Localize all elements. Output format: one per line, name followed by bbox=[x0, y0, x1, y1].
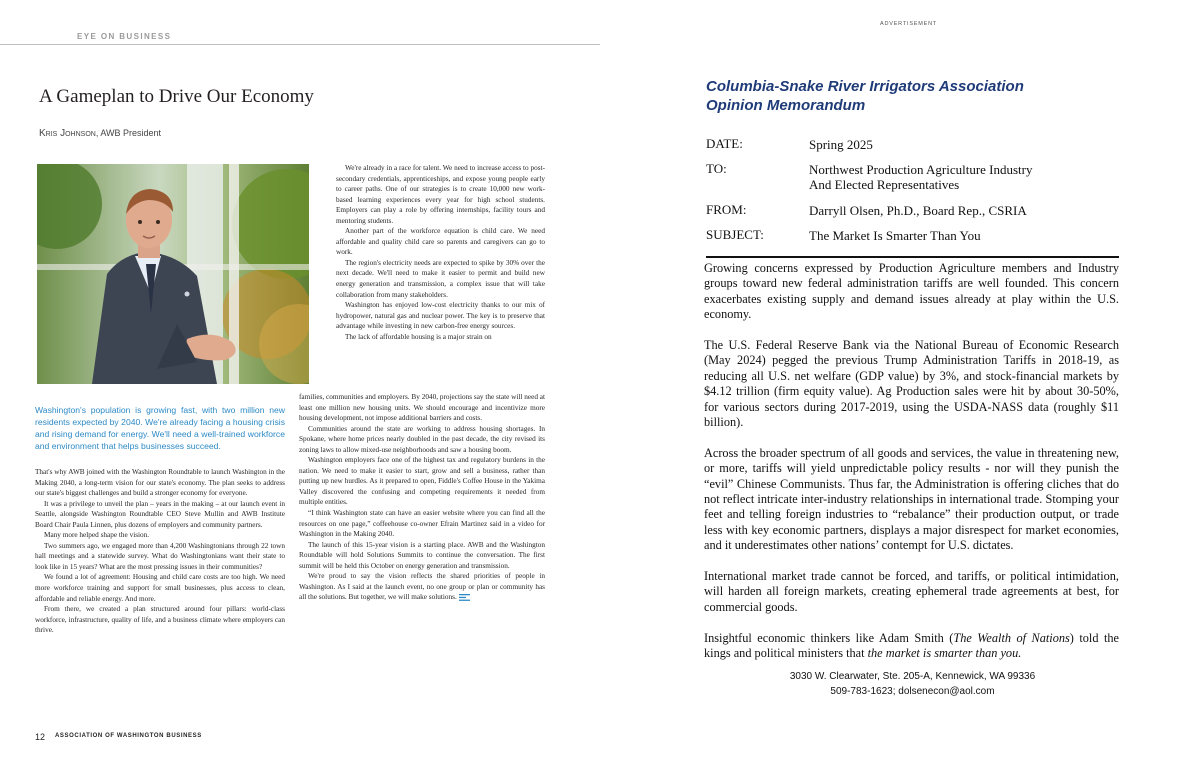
paragraph: The region's electricity needs are expected to spike by 30% over the next decade. We'll need to make it easier to permit and build new energy generation and transmission, a complex issue that will take collaboration from many stakeholders. bbox=[336, 258, 545, 299]
article-column-2-bottom bbox=[299, 392, 545, 603]
article-column-1 bbox=[35, 467, 285, 636]
memo-body bbox=[704, 261, 1119, 677]
paragraph: From there, we created a plan structured around four pillars: world-class workforce, infrastructure, quality of life, and a business climate where employers can thrive. bbox=[35, 605, 285, 635]
paragraph-final bbox=[299, 571, 545, 603]
book-title: The Wealth of Nations bbox=[953, 630, 1070, 645]
paragraph: We're already in a race for talent. We need to increase access to post-secondary credentials, apprenticeships, and expose young people early to career paths. One of our strategies is to create 10,000 new work-based learning experiences every year for high school students. Employers can play a role by offering internships, facility tours and mentoring students. bbox=[336, 164, 545, 225]
closing-emphasis: the market is smarter than you. bbox=[867, 646, 1022, 661]
advertisement-label: ADVERTISEMENT bbox=[880, 21, 938, 27]
paragraph: Two summers ago, we engaged more than 4,200 Washingtonians through 22 town hall meetings and a statewide survey. What do Washingtonians want their state to look like in 15 years? What are the most pressing issues in their communities? bbox=[35, 541, 285, 571]
byline bbox=[39, 128, 161, 139]
contact-phone-email: 509-783-1623; dolsenecon@aol.com bbox=[830, 686, 995, 697]
author-photo-illustration bbox=[37, 164, 309, 384]
paragraph: Communities around the state are working to address housing shortages. In Spokane, where home prices nearly doubled in the past decade, the city revised its zoning laws to allow mixed-use neighborhoods and saw a housing boom. bbox=[299, 424, 545, 454]
memo-from-value: Darryll Olsen, Ph.D., Board Rep., CSRIA bbox=[809, 203, 1027, 218]
closing-text: ) told the kings and political ministers that bbox=[704, 630, 1119, 661]
paragraph: Many more helped shape the vision. bbox=[44, 531, 150, 540]
paragraph: It was a privilege to unveil the plan – years in the making – at our launch event in Seattle, alongside Washington Roundtable CEO Steve Mullin and AWB Institute Board Chair Paula Linnen, plus dozens of employers and community partners. bbox=[35, 499, 285, 529]
memo-subject-label: SUBJECT: bbox=[706, 227, 764, 242]
end-mark-icon bbox=[459, 594, 470, 601]
paragraph: Washington employers face one of the highest tax and regulatory burdens in the nation. We need to make it easier to start, grow and sell a business, rather than putting up new hurdles. As it prepared to open, Fiddle's Coffee House in the Yakima Valley discovered the confusing and competing requirements it needed from multiple entities. bbox=[299, 456, 545, 507]
memo-to-label: TO: bbox=[706, 161, 727, 176]
memo-to-line: Northwest Production Agriculture Industry bbox=[809, 162, 1033, 177]
memo-date-label: DATE: bbox=[706, 136, 743, 151]
memo-date-value: Spring 2025 bbox=[809, 137, 873, 152]
closing-text: Insightful economic thinkers like Adam Smith ( bbox=[704, 630, 954, 645]
paragraph: The launch of this 15-year vision is a starting place. AWB and the Washington Roundtable will hold Solutions Summits to continue the conversation. The first summit will be held this October on energy generation and transmission. bbox=[299, 540, 545, 570]
memo-to-value bbox=[809, 162, 1033, 192]
paragraph: families, communities and employers. By 2040, projections say the state will need at least one million new housing units. We should encourage and incentivize more housing development, not impose additional barriers and costs. bbox=[299, 393, 545, 423]
memo-closing-paragraph bbox=[704, 631, 1119, 662]
memo-from-label: FROM: bbox=[706, 202, 747, 217]
article-column-2-top bbox=[336, 163, 545, 342]
organization-name: Columbia-Snake River Irrigators Association bbox=[706, 78, 1024, 95]
section-label: EYE ON BUSINESS bbox=[77, 32, 172, 41]
memo-paragraph: Growing concerns expressed by Production Agriculture members and Industry groups toward new federal administration tariffs are well founded. This concern exacerbates existing supply and demand issues already at play within the U.S. economy. bbox=[704, 261, 1119, 322]
memo-paragraph: International market trade cannot be forced, and tariffs, or political intimidation, will harden all foreign markets, creating ephemeral trade agreements at best, for commercial goods. bbox=[704, 569, 1119, 614]
paragraph: We found a lot of agreement: Housing and child care costs are too high. We need more workforce training and support for small businesses, plus access to clean, affordable and reliable energy. And more. bbox=[35, 573, 285, 603]
memo-organization-heading bbox=[706, 77, 1024, 115]
memo-paragraph: The U.S. Federal Reserve Bank via the National Bureau of Economic Research (May 2024) pegged the previous Trump Administration Tariffs in 2018-19, as reducing all U.S. net welfare (GDP value) by 3%, and stock-financial markets by $4.12 trillion (firm equity value). Ag Production sales were hit by about 30-50%, for various sectors during 2017-2019, using the USDA-NASS data (roughly $11 billion). bbox=[704, 338, 1119, 430]
paragraph: The lack of affordable housing is a major strain on bbox=[345, 332, 492, 341]
page-number: 12 bbox=[35, 732, 46, 742]
byline-name: Kris Johnson bbox=[39, 128, 96, 139]
memo-paragraph: Across the broader spectrum of all goods and services, the value in threatening new, or more, tariffs will yield unpredictable policy results - nor will they punish the “evil” Chinese Communists. Thus far, the Administration is offering cliches that do not reflect intricate inter-industry relationships in international trade. Stomping your feet and telling foreign industries to “rebalance” their production output, or trade less with key economic partners, displays a major disrespect for market economies, and it underestimates other nations’ contempt for U.S. dictates. bbox=[704, 445, 1119, 553]
memo-contact-block bbox=[706, 669, 1119, 699]
author-photo bbox=[37, 164, 309, 384]
header-rule bbox=[0, 44, 600, 45]
memo-divider bbox=[706, 256, 1119, 258]
paragraph-text: We're proud to say the vision reflects the shared priorities of people in Washington. As I said at the launch event, no one group or plan or community has all the solutions. But together, we will make solutions. bbox=[299, 572, 545, 602]
paragraph: “I think Washington state can have an easier website where you can find all the resources on one page,” coffeehouse co-owner Efrain Martinez said in a video for Washington in the Making 2040. bbox=[299, 509, 545, 539]
publication-name: ASSOCIATION OF WASHINGTON BUSINESS bbox=[55, 733, 202, 739]
byline-role: , AWB President bbox=[95, 128, 162, 138]
contact-address: 3030 W. Clearwater, Ste. 205-A, Kennewick, WA 99336 bbox=[789, 671, 1036, 682]
memo-to-line: And Elected Representatives bbox=[809, 177, 960, 192]
article-title: A Gameplan to Drive Our Economy bbox=[39, 86, 314, 107]
paragraph: That's why AWB joined with the Washington Roundtable to launch Washington in the Making 2040, a long-term vision for our state's economy. The plan seeks to address our state's biggest challenges and build a stronger economy for everyone. bbox=[35, 468, 285, 498]
paragraph: Washington has enjoyed low-cost electricity thanks to our mix of hydropower, natural gas and nuclear power. The key is to preserve that advantage while investing in new carbon-free energy sources. bbox=[336, 301, 545, 331]
paragraph: Another part of the workforce equation is child care. We need affordable and quality child care so parents and caregivers can go to work. bbox=[336, 227, 545, 257]
pull-quote: Washington's population is growing fast, with two million new residents expected by 2040. We're already facing a housing crisis and rising demand for energy. We'll need a well-trained workforce and environment that helps businesses succeed. bbox=[35, 405, 285, 451]
memo-type: Opinion Memorandum bbox=[706, 97, 866, 114]
memo-subject-value: The Market Is Smarter Than You bbox=[809, 228, 981, 243]
